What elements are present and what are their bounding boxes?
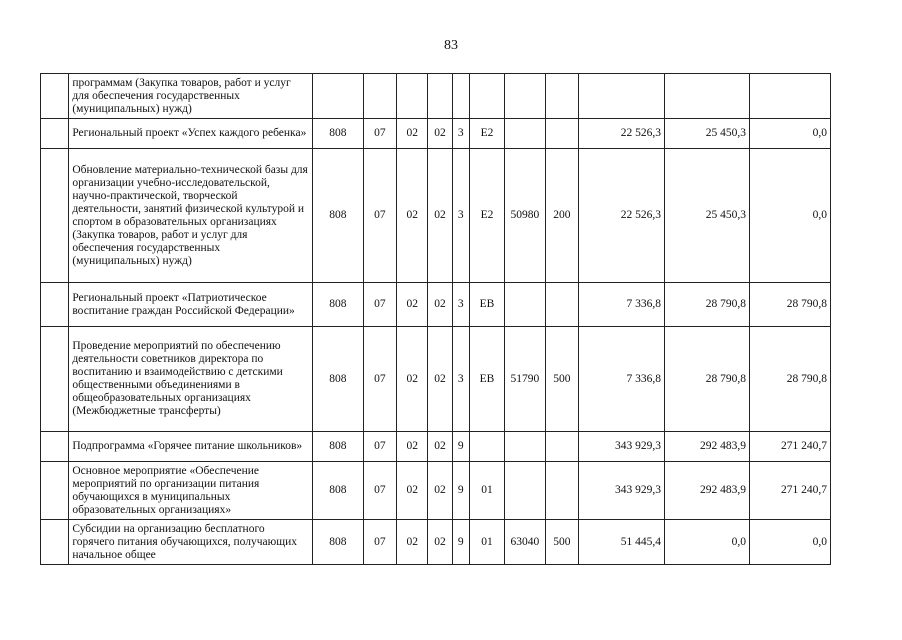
amount-2024-cell: 28 790,8 [749,283,830,327]
code-cell: 808 [313,283,364,327]
amount-2024-cell: 0,0 [749,520,830,565]
subsection-cell: 02 [397,520,428,565]
direction-cell: 63040 [505,520,545,565]
table-row [41,119,831,149]
amount-2022-cell [579,74,665,119]
amount-2022-cell: 343 929,3 [579,432,665,462]
code-cell: 808 [313,462,364,520]
row-name: Обновление материально-технической базы для организации учебно-исследовательской, научно-практической, творческой деятельности, занятий физической культурой и спортом в образовательных организациях (Закупка товаров, работ и услуг для обеспечения государственных (муниципальных) нужд) [69,149,313,283]
table-row [41,149,831,283]
row-name: Подпрограмма «Горячее питание школьников» [69,432,313,462]
row-name: Основное мероприятие «Обеспечение мероприятий по организации питания обучающихся в муниципальных образовательных организациях» [69,462,313,520]
program-cell: 02 [428,520,452,565]
subsection-cell: 02 [397,327,428,432]
subsection-cell: 02 [397,119,428,149]
amount-2023-cell [665,74,750,119]
expense-type-cell [545,283,578,327]
direction-cell: 50980 [505,149,545,283]
section-cell: 07 [363,119,396,149]
row-marker-cell [41,74,69,119]
row-marker-cell [41,432,69,462]
program-cell: 02 [428,119,452,149]
amount-2024-cell: 271 240,7 [749,462,830,520]
amount-2023-cell: 25 450,3 [665,119,750,149]
code-cell: 808 [313,327,364,432]
subprogram-cell: 3 [452,149,469,283]
amount-2023-cell: 0,0 [665,520,750,565]
project-cell [469,74,504,119]
code-cell [313,74,364,119]
row-marker-cell [41,283,69,327]
expense-type-cell: 500 [545,327,578,432]
direction-cell [505,432,545,462]
row-name: Региональный проект «Патриотическое воспитание граждан Российской Федерации» [69,283,313,327]
section-cell: 07 [363,462,396,520]
row-marker-cell [41,149,69,283]
table-row [41,327,831,432]
amount-2024-cell: 271 240,7 [749,432,830,462]
code-cell: 808 [313,520,364,565]
amount-2023-cell: 292 483,9 [665,432,750,462]
table-row [41,283,831,327]
program-cell [428,74,452,119]
expense-type-cell [545,462,578,520]
subsection-cell: 02 [397,149,428,283]
section-cell: 07 [363,149,396,283]
project-cell: 01 [469,462,504,520]
subsection-cell: 02 [397,283,428,327]
program-cell: 02 [428,149,452,283]
subprogram-cell: 9 [452,520,469,565]
amount-2023-cell: 25 450,3 [665,149,750,283]
row-marker-cell [41,119,69,149]
project-cell: 01 [469,520,504,565]
amount-2022-cell: 22 526,3 [579,119,665,149]
expense-type-cell [545,432,578,462]
row-name: Региональный проект «Успех каждого ребенка» [69,119,313,149]
expense-type-cell: 500 [545,520,578,565]
amount-2024-cell [749,74,830,119]
row-name: Проведение мероприятий по обеспечению деятельности советников директора по воспитанию и взаимодействию с детскими общественными объединениями в общеобразовательных организациях (Межбюджетные трансферты) [69,327,313,432]
direction-cell [505,283,545,327]
subprogram-cell: 3 [452,119,469,149]
table-row [41,520,831,565]
direction-cell: 51790 [505,327,545,432]
amount-2022-cell: 7 336,8 [579,283,665,327]
row-marker-cell [41,462,69,520]
subsection-cell [397,74,428,119]
project-cell: EB [469,327,504,432]
amount-2022-cell: 22 526,3 [579,149,665,283]
subsection-cell: 02 [397,432,428,462]
expense-type-cell [545,74,578,119]
program-cell: 02 [428,432,452,462]
subprogram-cell: 9 [452,432,469,462]
table-row [41,74,831,119]
subprogram-cell: 3 [452,327,469,432]
direction-cell [505,462,545,520]
amount-2022-cell: 51 445,4 [579,520,665,565]
amount-2024-cell: 0,0 [749,149,830,283]
amount-2023-cell: 292 483,9 [665,462,750,520]
budget-table [40,73,831,565]
amount-2024-cell: 28 790,8 [749,327,830,432]
amount-2023-cell: 28 790,8 [665,327,750,432]
subprogram-cell: 3 [452,283,469,327]
direction-cell [505,119,545,149]
section-cell: 07 [363,432,396,462]
project-cell: E2 [469,119,504,149]
code-cell: 808 [313,149,364,283]
subsection-cell: 02 [397,462,428,520]
page-number: 83 [444,38,458,53]
row-name: Субсидии на организацию бесплатного горячего питания обучающихся, получающих начальное общее [69,520,313,565]
direction-cell [505,74,545,119]
code-cell: 808 [313,119,364,149]
section-cell: 07 [363,520,396,565]
amount-2022-cell: 7 336,8 [579,327,665,432]
amount-2022-cell: 343 929,3 [579,462,665,520]
code-cell: 808 [313,432,364,462]
program-cell: 02 [428,283,452,327]
section-cell: 07 [363,327,396,432]
amount-2024-cell: 0,0 [749,119,830,149]
subprogram-cell [452,74,469,119]
subprogram-cell: 9 [452,462,469,520]
section-cell [363,74,396,119]
row-marker-cell [41,327,69,432]
expense-type-cell [545,119,578,149]
project-cell: EB [469,283,504,327]
amount-2023-cell: 28 790,8 [665,283,750,327]
table-row [41,462,831,520]
table-row [41,432,831,462]
expense-type-cell: 200 [545,149,578,283]
program-cell: 02 [428,327,452,432]
row-marker-cell [41,520,69,565]
project-cell [469,432,504,462]
section-cell: 07 [363,283,396,327]
program-cell: 02 [428,462,452,520]
project-cell: E2 [469,149,504,283]
row-name: программам (Закупка товаров, работ и услуг для обеспечения государственных (муниципальных) нужд) [69,74,313,119]
